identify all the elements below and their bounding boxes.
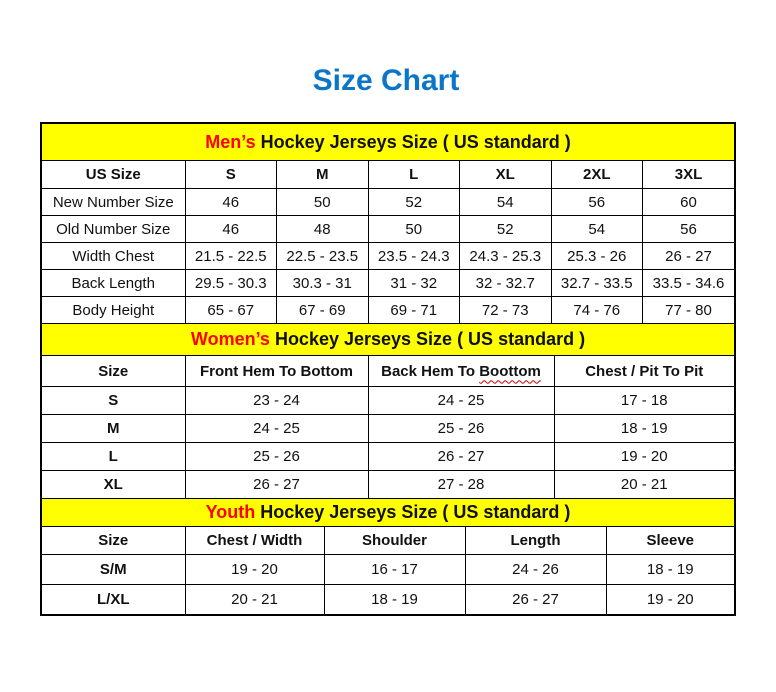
header-cell: US Size [42,161,185,189]
value-cell: 26 - 27 [643,243,735,270]
value-cell: 17 - 18 [554,387,734,415]
womens-header-row [42,356,734,387]
header-cell: Length [465,527,606,555]
value-cell: 29.5 - 30.3 [185,270,277,297]
womens-size-table [42,356,734,498]
mens-banner-accent: Men’s [205,132,256,152]
value-cell: 72 - 73 [460,297,552,324]
table-row [42,270,734,297]
row-label-cell: M [42,415,185,443]
misspelled-word: Boottom [479,362,541,380]
header-cell: Size [42,356,185,387]
value-cell: 18 - 19 [554,415,734,443]
value-cell: 65 - 67 [185,297,277,324]
value-cell: 33.5 - 34.6 [643,270,735,297]
row-label-cell: XL [42,471,185,499]
value-cell: 74 - 76 [551,297,643,324]
value-cell: 46 [185,189,277,216]
value-cell: 26 - 27 [368,443,554,471]
value-cell: 21.5 - 22.5 [185,243,277,270]
youth-banner-text: Hockey Jerseys Size ( US standard ) [255,502,571,522]
value-cell: 19 - 20 [554,443,734,471]
value-cell: 50 [368,216,460,243]
mens-banner-text: Hockey Jerseys Size ( US standard ) [255,132,571,152]
value-cell: 46 [185,216,277,243]
table-row [42,585,734,615]
header-cell: Sleeve [606,527,734,555]
header-text: Back Hem To [381,362,480,380]
value-cell: 69 - 71 [368,297,460,324]
header-cell: Chest / Pit To Pit [554,356,734,387]
row-label-cell: L/XL [42,585,185,615]
table-row [42,297,734,324]
header-cell: M [277,161,369,189]
row-label-cell: S/M [42,555,185,585]
header-cell: XL [460,161,552,189]
value-cell: 54 [460,189,552,216]
value-cell: 23.5 - 24.3 [368,243,460,270]
header-cell: Chest / Width [185,527,324,555]
youth-banner-accent: Youth [205,502,256,522]
value-cell: 32.7 - 33.5 [551,270,643,297]
womens-section-banner [42,323,734,356]
value-cell: 48 [277,216,369,243]
value-cell: 60 [643,189,735,216]
header-cell: Shoulder [324,527,465,555]
womens-banner-text: Hockey Jerseys Size ( US standard ) [269,329,586,349]
value-cell: 54 [551,216,643,243]
table-row [42,387,734,415]
value-cell: 20 - 21 [185,585,324,615]
mens-section-banner [42,124,734,161]
mens-size-table [42,161,734,323]
value-cell: 24 - 25 [368,387,554,415]
header-cell: S [185,161,277,189]
value-cell: 25.3 - 26 [551,243,643,270]
header-cell: Front Hem To Bottom [185,356,368,387]
table-row [42,216,734,243]
table-row [42,243,734,270]
value-cell: 19 - 20 [185,555,324,585]
value-cell: 19 - 20 [606,585,734,615]
value-cell: 24.3 - 25.3 [460,243,552,270]
row-label-cell: Back Length [42,270,185,297]
header-cell [368,356,554,387]
mens-header-row [42,161,734,189]
value-cell: 77 - 80 [643,297,735,324]
youth-header-row [42,527,734,555]
table-row [42,471,734,499]
value-cell: 50 [277,189,369,216]
size-chart-table [40,122,736,616]
value-cell: 22.5 - 23.5 [277,243,369,270]
table-row [42,189,734,216]
value-cell: 16 - 17 [324,555,465,585]
value-cell: 25 - 26 [368,415,554,443]
value-cell: 26 - 27 [465,585,606,615]
value-cell: 24 - 25 [185,415,368,443]
table-row [42,415,734,443]
value-cell: 26 - 27 [185,471,368,499]
value-cell: 52 [368,189,460,216]
value-cell: 20 - 21 [554,471,734,499]
value-cell: 30.3 - 31 [277,270,369,297]
header-cell: 2XL [551,161,643,189]
value-cell: 31 - 32 [368,270,460,297]
value-cell: 52 [460,216,552,243]
row-label-cell: S [42,387,185,415]
table-row [42,443,734,471]
row-label-cell: Old Number Size [42,216,185,243]
value-cell: 23 - 24 [185,387,368,415]
value-cell: 56 [643,216,735,243]
row-label-cell: New Number Size [42,189,185,216]
header-cell: Size [42,527,185,555]
value-cell: 18 - 19 [324,585,465,615]
value-cell: 56 [551,189,643,216]
header-cell: 3XL [643,161,735,189]
table-row [42,555,734,585]
value-cell: 24 - 26 [465,555,606,585]
value-cell: 25 - 26 [185,443,368,471]
value-cell: 32 - 32.7 [460,270,552,297]
womens-banner-accent: Women’s [190,329,270,349]
row-label-cell: Body Height [42,297,185,324]
youth-size-table [42,527,734,614]
page-title: Size Chart [312,64,460,97]
row-label-cell: L [42,443,185,471]
value-cell: 18 - 19 [606,555,734,585]
header-cell: L [368,161,460,189]
youth-section-banner [42,498,734,527]
value-cell: 27 - 28 [368,471,554,499]
row-label-cell: Width Chest [42,243,185,270]
value-cell: 67 - 69 [277,297,369,324]
